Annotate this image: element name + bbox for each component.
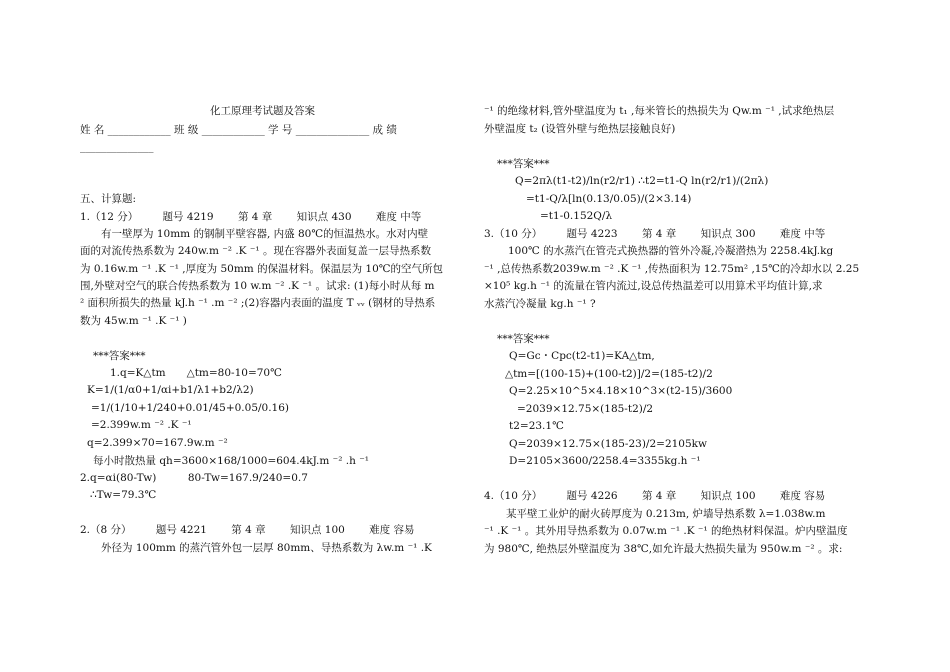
problem-4-header: 4.（10 分） 题号 4226 第 4 章 知识点 100 难度 容易 (484, 490, 826, 502)
answer-3-line: △tm=[(100-15)+(100-t2)]/2=(185-t2)/2 (505, 368, 713, 380)
problem-2-line: 外壁温度 t₂ (设管外壁与绝热层接触良好) (484, 123, 676, 135)
name-row: 姓 名 ____________ 班 级 ____________ 学 号 ______________ 成 绩 (80, 124, 397, 136)
answer-3-line: =2039×12.75×(185-t2)/2 (517, 403, 654, 415)
problem-1-line: 围,外壁对空气的联合传热系数为 10 w.m ⁻² .K ⁻¹ 。试求: (1)每小时从每 m (80, 280, 435, 292)
answer-3-line: Q=Gc・Cpc(t2-t1)=KA△tm, (509, 350, 655, 362)
answer-3-header: ***答案*** (497, 333, 550, 345)
answer-1-line: =1/(1/10+1/240+0.01/45+0.05/0.16) (91, 402, 290, 414)
answer-1-line: K=1/(1/α0+1/αi+b1/λ1+b2/λ2) (87, 384, 254, 396)
problem-2-line: 外径为 100mm 的蒸汽管外包一层厚 80mm、导热系数为 λw.m ⁻¹ .K (101, 542, 432, 554)
answer-1-line: 1.q=K△tm △tm=80-10=70℃ (110, 367, 282, 379)
problem-1-header: 1.（12 分） 题号 4219 第 4 章 知识点 430 难度 中等 (80, 211, 422, 223)
problem-1-line: 有一壁厚为 10mm 的钢制平壁容器, 内盛 80℃的恒温热水。水对内壁 (101, 228, 429, 240)
answer-3-line: D=2105×3600/2258.4=3355kg.h ⁻¹ (509, 455, 701, 467)
name-row-continued: ______________ (80, 141, 154, 153)
problem-1-line: 为 0.16w.m ⁻¹ .K ⁻¹ ,厚度为 50mm 的保温材料。保温层为 10℃的空气所包 (80, 263, 444, 275)
problem-4-line: 为 980℃, 绝热层外壁温度为 38℃,如允许最大热损失量为 950w.m ⁻² 。求: (484, 543, 843, 555)
answer-1-line: ∴Tw=79.3℃ (90, 489, 157, 501)
answer-3-line: Q=2039×12.75×(185-23)/2=2105kw (509, 438, 708, 450)
problem-2-line: ⁻¹ 的绝缘材料,管外壁温度为 t₁ ,每米管长的热损失为 Qw.m ⁻¹ ,试求绝热层 (484, 105, 835, 117)
problem-2-header: 2.（8 分） 题号 4221 第 4 章 知识点 100 难度 容易 (80, 524, 415, 536)
answer-1-line: 2.q=αi(80-Tw) 80-Tw=167.9/240=0.7 (80, 472, 308, 484)
problem-3-line: 100℃ 的水蒸汽在管壳式换热器的管外冷凝,冷凝潜热为 2258.4kJ.kg (508, 245, 834, 257)
doc-title: 化工原理考试题及答案 (210, 105, 315, 117)
problem-4-line: ⁻¹ .K ⁻¹ 。其外用导热系数为 0.07w.m ⁻¹ .K ⁻¹ 的绝热材料保温。炉内壁温度 (484, 525, 848, 537)
problem-1-line: 数为 45w.m ⁻¹ .K ⁻¹ ) (80, 315, 187, 327)
answer-2-line: =t1-Q/λ[ln(0.13/0.05)/(2×3.14) (526, 193, 692, 205)
answer-1-header: ***答案*** (93, 350, 146, 362)
answer-3-line: t2=23.1℃ (509, 420, 564, 432)
answer-2-line: =t1-0.152Q/λ (540, 210, 613, 222)
answer-1-line: =2.399w.m ⁻² .K ⁻¹ (91, 419, 192, 431)
problem-1-line: 面的对流传热系数为 240w.m ⁻² .K ⁻¹ 。现在容器外表面复盖一层导热系数 (80, 245, 431, 257)
problem-3-line: ⁻¹ ,总传热系数2039w.m ⁻² .K ⁻¹ ,传热面积为 12.75m² ,15℃的冷却水以 2.25 (484, 263, 860, 275)
section-heading: 五、计算题: (80, 193, 137, 205)
answer-2-header: ***答案*** (497, 158, 550, 170)
problem-4-line: 某平壁工业炉的耐火砖厚度为 0.213m, 炉墙导热系数 λ=1.038w.m (506, 508, 826, 520)
problem-1-line: ² 面积所损失的热量 kJ.h ⁻¹ .m ⁻² ;(2)容器内表面的温度 T ᵥᵥ (钢材的导热系 (80, 297, 436, 309)
answer-1-line: 每小时散热量 qh=3600×168/1000=604.4kJ.m ⁻² .h ⁻¹ (93, 455, 369, 467)
problem-3-line: 水蒸汽冷凝量 kg.h ⁻¹ ? (484, 298, 596, 310)
answer-2-line: Q=2πλ(t1-t2)/ln(r2/r1) ∴t2=t1-Q ln(r2/r1)/(2πλ) (515, 175, 769, 187)
problem-3-line: ×10⁵ kg.h ⁻¹ 的流量在管内流过,设总传热温差可以用算术平均值计算,求 (484, 280, 823, 292)
problem-3-header: 3.（10 分） 题号 4223 第 4 章 知识点 300 难度 中等 (484, 228, 826, 240)
answer-1-line: q=2.399×70=167.9w.m ⁻² (87, 437, 228, 449)
answer-3-line: Q=2.25×10^5×4.18×10^3×(t2-15)/3600 (509, 385, 733, 397)
